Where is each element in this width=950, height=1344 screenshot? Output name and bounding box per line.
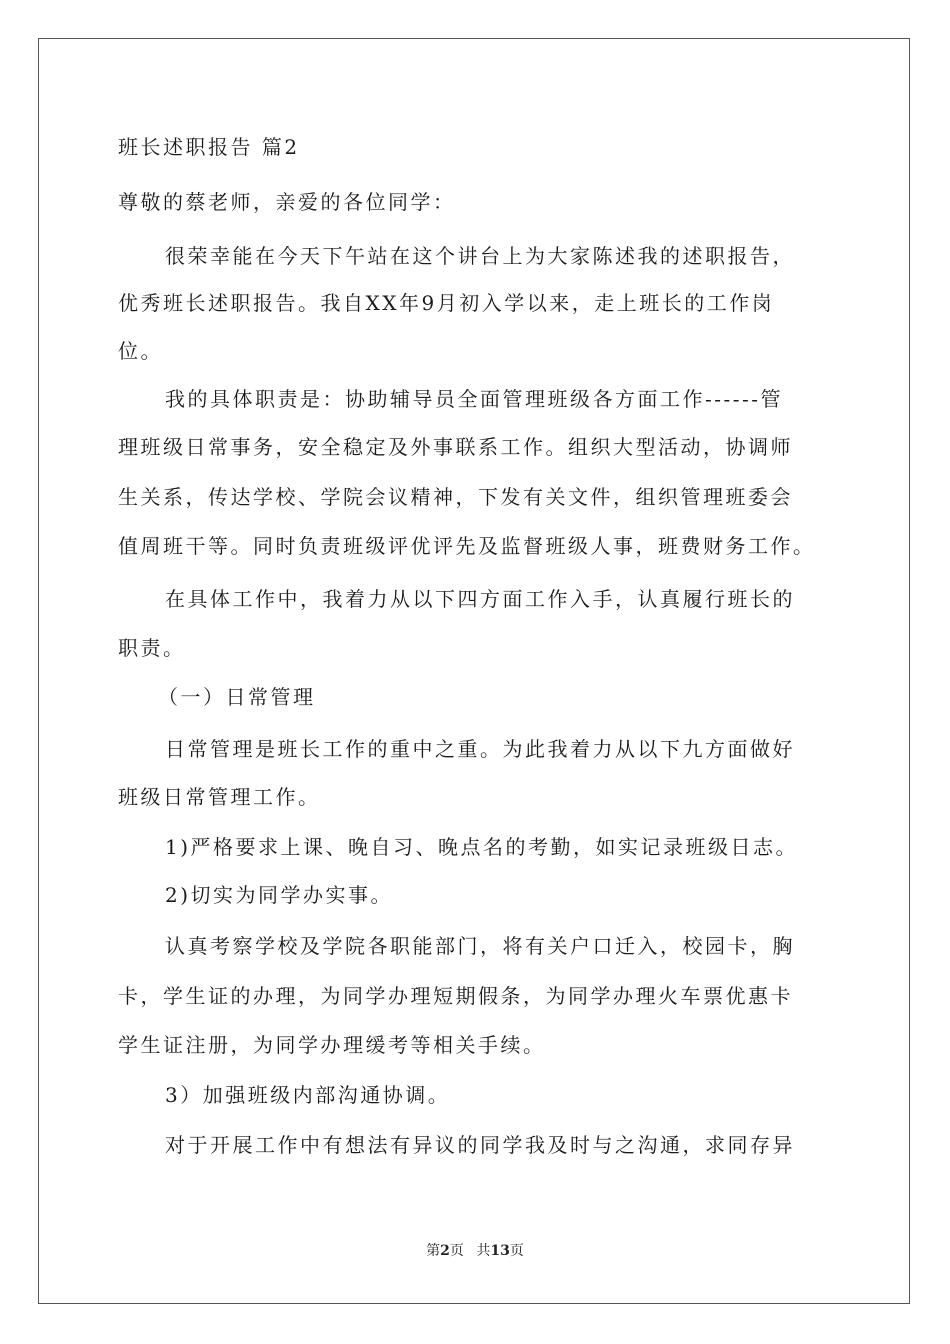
- paragraph-line: 理班级日常事务，安全稳定及外事联系工作。组织大型活动，协调师: [118, 435, 793, 459]
- page-border: [38, 38, 910, 1304]
- page-prefix: 第: [426, 1243, 441, 1259]
- total-pages: 13: [490, 1243, 510, 1259]
- paragraph-line: 我的具体职责是：协助辅导员全面管理班级各方面工作------管: [165, 387, 784, 411]
- page-footer: [0, 1240, 950, 1260]
- paragraph-line: 值周班干等。同时负责班级评优评先及监督班级人事，班费财务工作。: [118, 534, 816, 558]
- paragraph-line: 认真考察学校及学院各职能部门，将有关户口迁入，校园卡，胸: [165, 934, 795, 958]
- paragraph-line: 生关系，传达学校、学院会议精神，下发有关文件，组织管理班委会: [118, 485, 793, 509]
- list-item: 1)严格要求上课、晚自习、晚点名的考勤，如实记录班级日志。: [165, 835, 799, 859]
- page-number: 2: [440, 1243, 450, 1259]
- paragraph-line: 卡，学生证的办理，为同学办理短期假条，为同学办理火车票优惠卡: [118, 984, 793, 1008]
- paragraph-line: 日常管理是班长工作的重中之重。为此我着力从以下九方面做好: [165, 737, 795, 761]
- total-suffix: 页: [509, 1243, 524, 1259]
- paragraph-line: 班级日常管理工作。: [118, 785, 321, 809]
- page-indicator: [426, 1243, 464, 1259]
- paragraph-line: 很荣幸能在今天下午站在这个讲台上为大家陈述我的述职报告，: [165, 244, 795, 268]
- paragraph-line: 对于开展工作中有想法有异议的同学我及时与之沟通，求同存异: [165, 1133, 795, 1157]
- paragraph-line: 优秀班长述职报告。我自XX年9月初入学以来，走上班长的工作岗: [118, 291, 775, 315]
- list-item: 2)切实为同学办实事。: [165, 883, 394, 907]
- subsection-heading: （一）日常管理: [158, 685, 316, 709]
- salutation: 尊敬的蔡老师，亲爱的各位同学：: [118, 190, 456, 214]
- list-item: 3）加强班级内部沟通协调。: [165, 1083, 451, 1107]
- page-suffix: 页: [449, 1243, 464, 1259]
- section-title: 班长述职报告 篇2: [118, 135, 300, 159]
- paragraph-line: 在具体工作中，我着力从以下四方面工作入手，认真履行班长的: [165, 587, 795, 611]
- paragraph-line: 学生证注册，为同学办理缓考等相关手续。: [118, 1033, 546, 1057]
- paragraph-line: 职责。: [118, 636, 186, 660]
- paragraph-line: 位。: [118, 339, 163, 363]
- total-indicator: [476, 1243, 523, 1259]
- total-prefix: 共: [476, 1243, 491, 1259]
